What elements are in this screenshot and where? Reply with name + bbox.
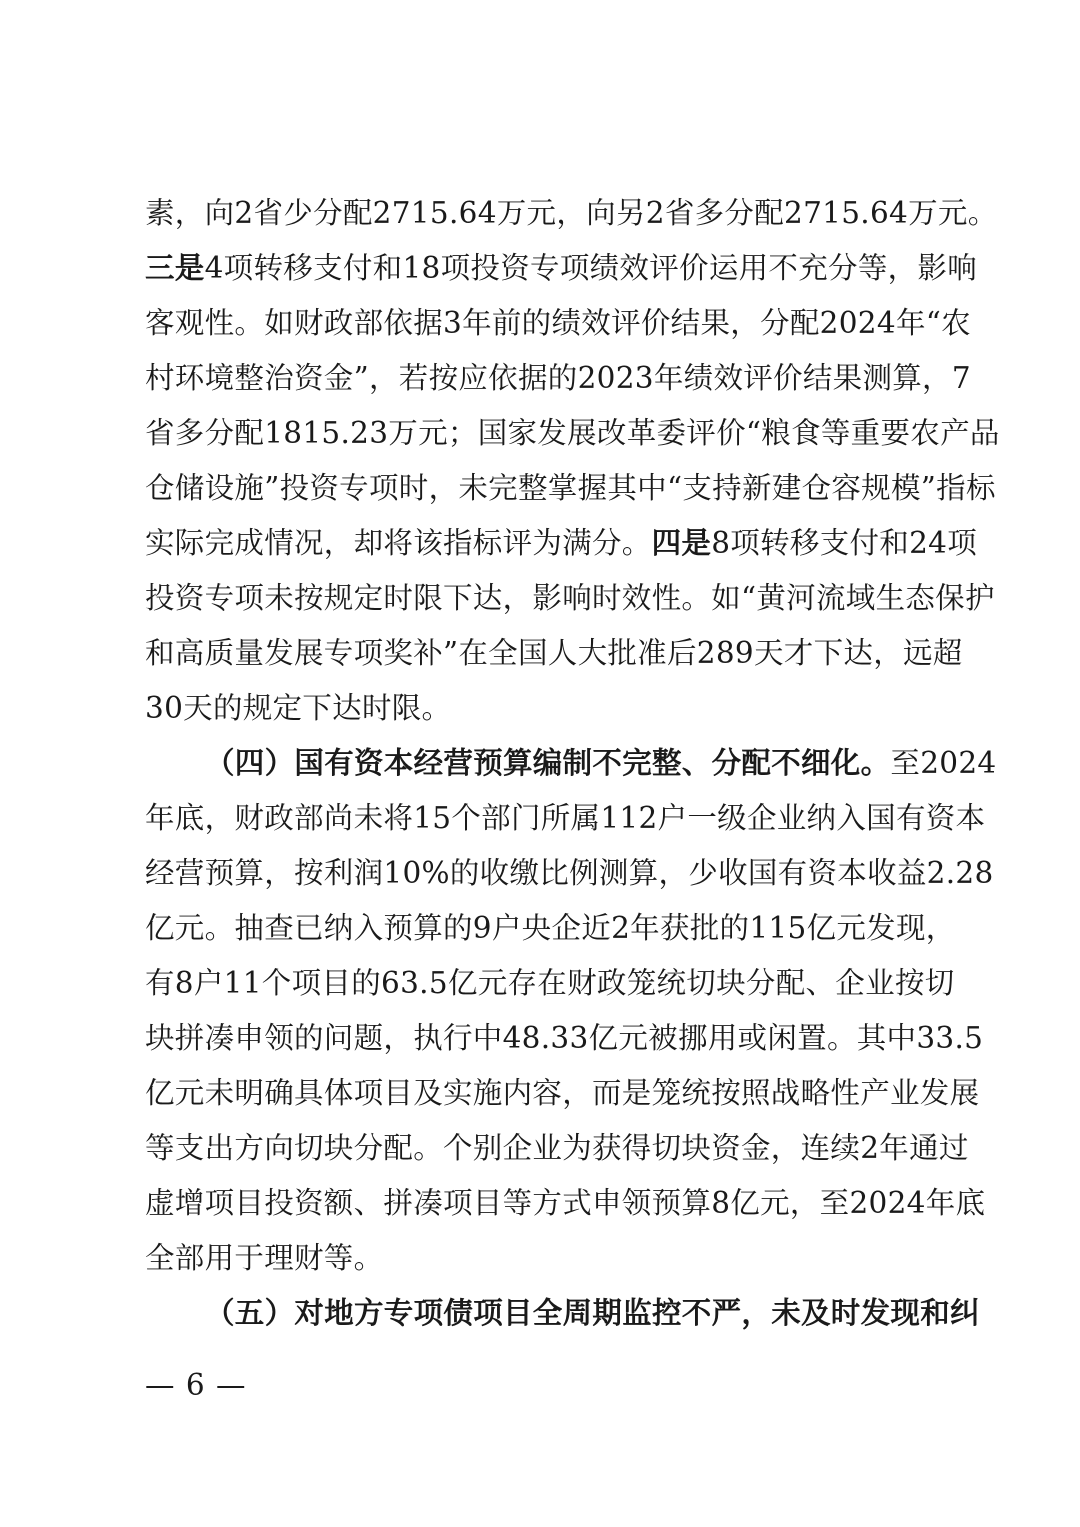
bold-lead: （五）对地方专项债项目全周期监控不严，未及时发现和纠 [205,1295,980,1330]
line-text: 虚增项目投资额、拼凑项目等方式申领预算8亿元，至2024年底 [145,1186,986,1220]
line-text: 和高质量发展专项奖补”在全国人大批准后289天才下达，远超 [145,636,963,670]
line-text: 投资专项未按规定时限下达，影响时效性。如“黄河流域生态保护 [145,581,995,615]
text-line-20 [145,1231,937,1285]
text-line-16 [145,1011,984,1065]
text-line-2 [145,241,978,295]
text-line-3 [145,296,971,350]
text-line-5 [145,406,1000,460]
text-line-12 [145,791,986,845]
line-text: 30天的规定下达时限。 [145,691,452,725]
text-line-4 [145,351,971,405]
line-text: 亿元。抽查已纳入预算的9户央企近2年获批的115亿元发现， [145,911,956,945]
line-text: 客观性。如财政部依据3年前的绩效评价结果，分配2024年“农 [145,306,971,340]
line-text: 4项转移支付和18项投资专项绩效评价运用不充分等，影响 [204,251,978,285]
text-line-6 [145,461,996,515]
line-text: 等支出方向切块分配。个别企业为获得切块资金，连续2年通过 [145,1131,969,1165]
text-line-15 [145,956,955,1010]
text-line-13 [145,846,994,900]
line-text: 亿元未明确具体项目及实施内容，而是笼统按照战略性产业发展 [145,1076,980,1110]
section-heading-5 [205,1286,980,1340]
line-text: 至2024 [890,746,997,780]
line-text: 村环境整治资金”，若按应依据的2023年绩效评价结果测算，7 [145,361,971,395]
text-line-19 [145,1176,986,1230]
text-line-1 [145,186,998,240]
line-text: 素，向2省少分配2715.64万元，向另2省多分配2715.64万元。 [145,196,998,230]
text-line-18 [145,1121,969,1175]
line-text: 块拼凑申领的问题，执行中48.33亿元被挪用或闲置。其中33.5 [145,1021,984,1055]
line-text: 实际完成情况，却将该指标评为满分。 [145,526,652,560]
line-text: 8项转移支付和24项 [711,526,978,560]
text-line-14 [145,901,956,955]
line-text: 经营预算，按利润10%的收缴比例测算，少收国有资本收益2.28 [145,856,994,890]
line-text: 年底，财政部尚未将15个部门所属112户一级企业纳入国有资本 [145,801,986,835]
text-line-7 [145,516,978,570]
text-line-17 [145,1066,980,1120]
text-line-9 [145,626,963,680]
line-text: 仓储设施”投资专项时，未完整掌握其中“支持新建仓容规模”指标 [145,471,996,505]
line-text: 省多分配1815.23万元；国家发展改革委评价“粮食等重要农产品 [145,416,1000,450]
bold-lead: 四是 [651,525,712,560]
section-heading-4 [205,736,997,790]
line-text: 有8户11个项目的63.5亿元存在财政笼统切块分配、企业按切 [145,966,955,1000]
bold-lead: （四）国有资本经营预算编制不完整、分配不细化。 [205,745,891,780]
text-line-10 [145,681,937,735]
bold-lead: 三是 [145,250,205,285]
page-number: — 6 — [145,1368,247,1402]
line-text: 全部用于理财等。 [145,1241,384,1275]
text-line-8 [145,571,995,625]
